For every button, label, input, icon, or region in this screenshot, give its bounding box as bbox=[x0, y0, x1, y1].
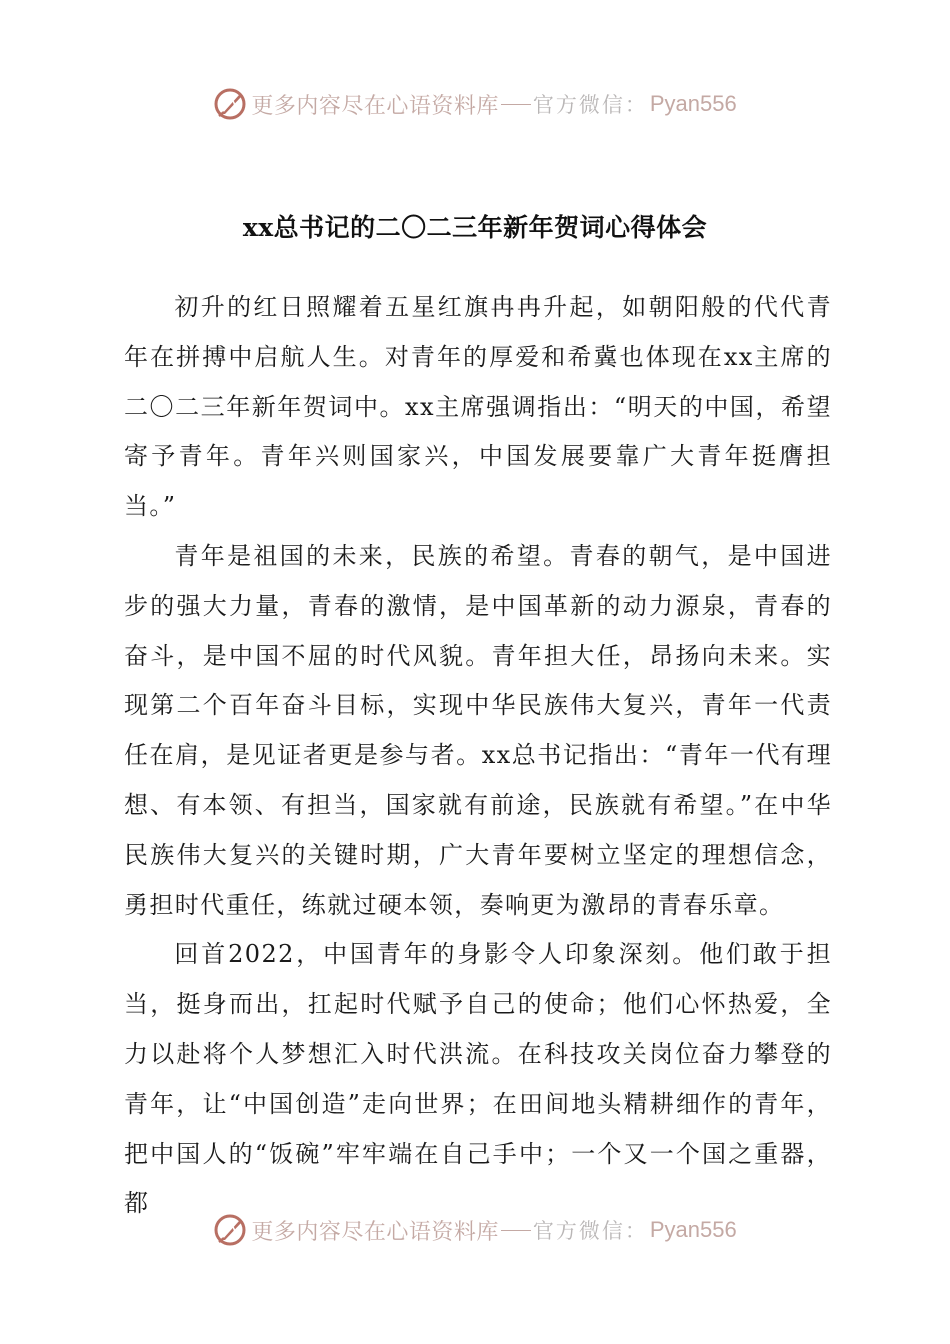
paragraph: 初升的红日照耀着五星红旗冉冉升起，如朝阳般的代代青年在拼搏中启航人生。对青年的厚爱和希冀也体现在xx主席的二〇二三年新年贺词中。xx主席强调指出：“明天的中国，希望寄予青年。青年兴则国家兴，中国发展要靠广大青年挺膺担当。” bbox=[124, 293, 832, 521]
paragraph: 回首2022，中国青年的身影令人印象深刻。他们敢于担当，挺身而出，扛起时代赋予自己的使命；他们心怀热爱，全力以赴将个人梦想汇入时代洪流。在科技攻关岗位奋力攀登的青年，让“中国创造”走向世界；在田间地头精耕细作的青年，把中国人的“饭碗”牢牢端在自己手中；一个又一个国之重器，都 bbox=[124, 940, 832, 1218]
watermark-wechat-id: Pyan556 bbox=[649, 91, 737, 116]
paragraph: 青年是祖国的未来，民族的希望。青春的朝气，是中国进步的强大力量，青春的激情，是中国革新的动力源泉，青春的奋斗，是中国不屈的时代风貌。青年担大任，昂扬向未来。实现第二个百年奋斗目标，实现中华民族伟大复兴，青年一代责任在肩，是见证者更是参与者。xx总书记指出：“青年一代有理想、有本领、有担当，国家就有前途，民族就有希望。”在中华民族伟大复兴的关键时期，广大青年要树立坚定的理想信念，勇担时代重任，练就过硬本领，奏响更为激昂的青春乐章。 bbox=[124, 541, 832, 919]
watermark-label: 官方微信： bbox=[532, 93, 648, 117]
watermark-dash bbox=[501, 1230, 531, 1231]
footer-watermark bbox=[0, 1208, 950, 1252]
watermark-label: 官方微信： bbox=[532, 1219, 648, 1243]
watermark-brand-text: 更多内容尽在心语资料库 bbox=[251, 93, 499, 119]
header-watermark bbox=[0, 82, 950, 126]
watermark-dash bbox=[501, 104, 531, 105]
document-body bbox=[124, 283, 832, 1229]
watermark-wechat-id: Pyan556 bbox=[649, 1217, 737, 1242]
pen-quill-logo-icon bbox=[213, 1213, 247, 1247]
document-title: xx总书记的二〇二三年新年贺词心得体会 bbox=[242, 213, 708, 242]
pen-quill-logo-icon bbox=[213, 87, 247, 121]
watermark-brand-text: 更多内容尽在心语资料库 bbox=[251, 1219, 499, 1245]
